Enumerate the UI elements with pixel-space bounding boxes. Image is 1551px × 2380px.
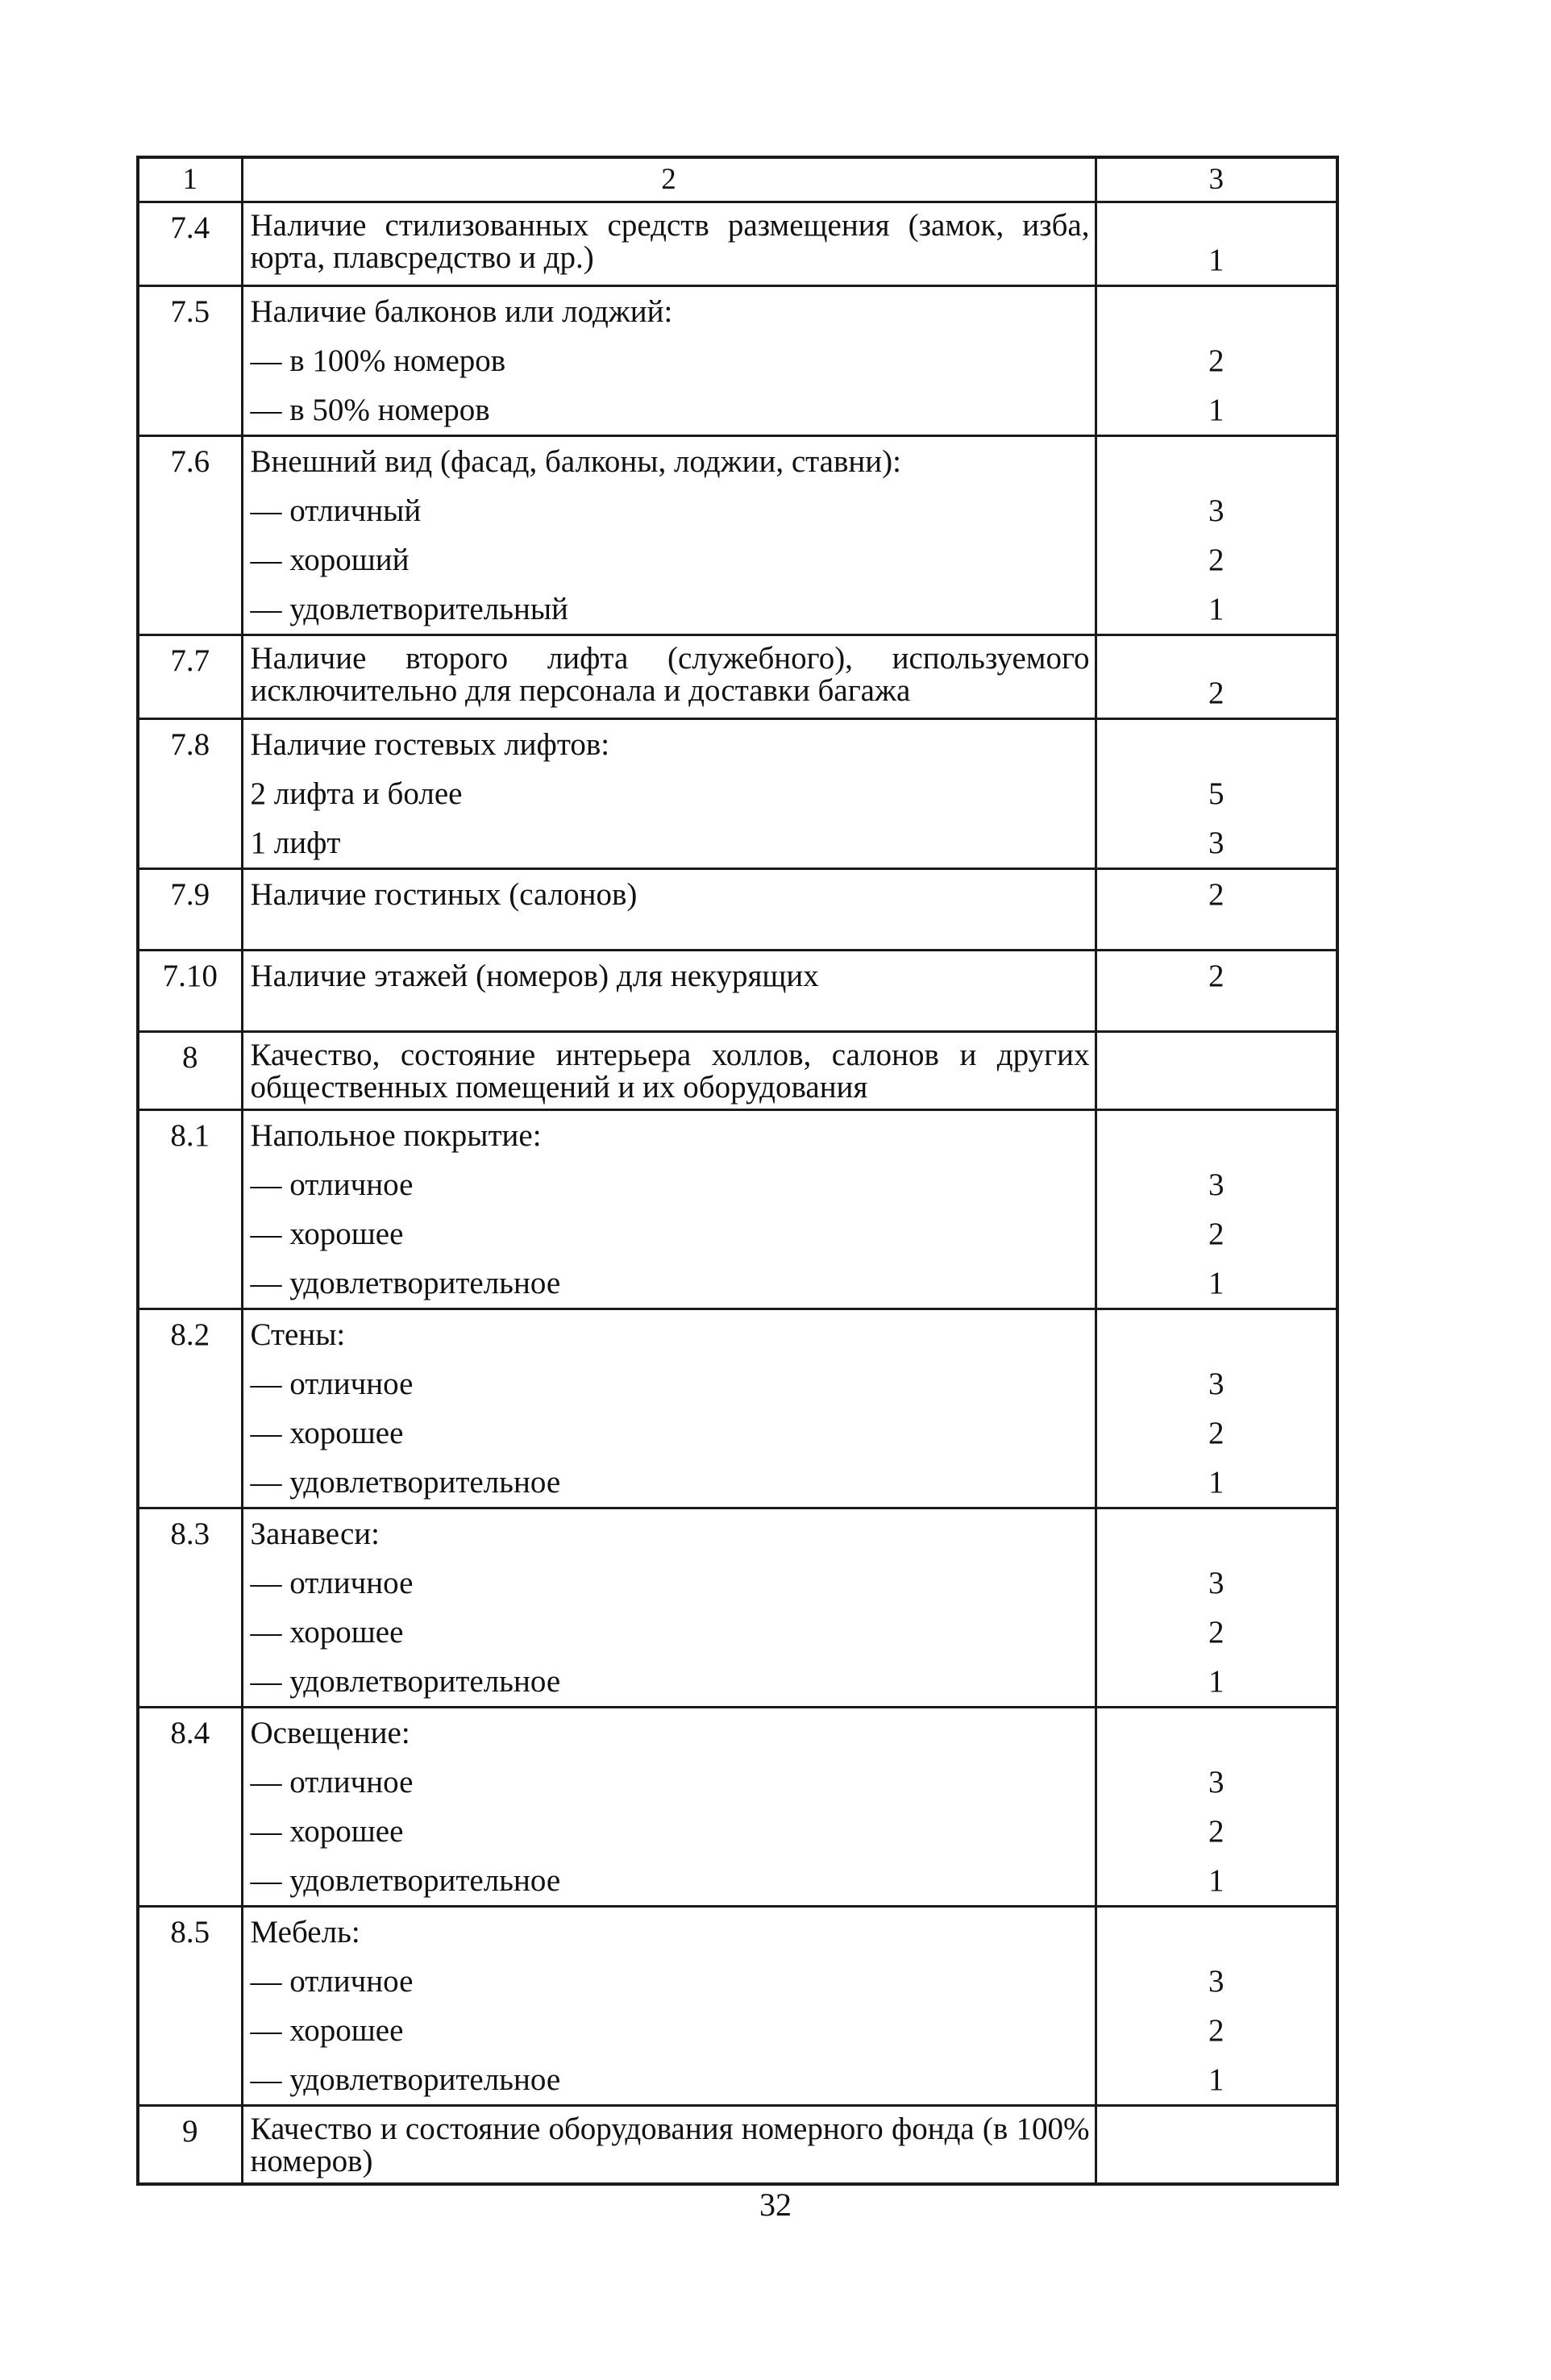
row-number: 9: [138, 2106, 242, 2185]
row-description: Качество, состояние интерьера холлов, салонов и других общественных помещений и их оборудования: [242, 1032, 1096, 1110]
table-row: [138, 719, 1337, 869]
row-description: Качество и состояние оборудования номерного фонда (в 100% номеров): [242, 2106, 1096, 2185]
row-description: Наличие гостиных (салонов): [242, 869, 1096, 951]
table-row: [138, 1708, 1337, 1907]
page-number: 32: [759, 2187, 792, 2223]
table-row: [138, 635, 1337, 719]
row-points: 3 2 1: [1096, 1110, 1337, 1309]
row-description: Мебель: — отличное — хорошее — удовлетворительное: [242, 1907, 1096, 2106]
table-header-row: [138, 157, 1337, 202]
row-description: Наличие стилизованных средств размещения (замок, изба, юрта, плавсредство и др.): [242, 202, 1096, 286]
row-points: 2: [1096, 869, 1337, 951]
table-row: [138, 869, 1337, 951]
row-description: Наличие балконов или лоджий: — в 100% номеров — в 50% номеров: [242, 286, 1096, 436]
table-row: [138, 202, 1337, 286]
row-points: 3 2 1: [1096, 436, 1337, 635]
row-description: Внешний вид (фасад, балконы, лоджии, ставни): — отличный — хороший — удовлетворительный: [242, 436, 1096, 635]
row-number: 8.3: [138, 1508, 242, 1708]
table-row: [138, 1309, 1337, 1508]
row-points: 3 2 1: [1096, 1508, 1337, 1708]
row-points: 1: [1096, 202, 1337, 286]
table-row: [138, 1907, 1337, 2106]
row-points: [1096, 1032, 1337, 1110]
row-number: 8.4: [138, 1708, 242, 1907]
header-col-3: 3: [1096, 157, 1337, 202]
row-number: 8.5: [138, 1907, 242, 2106]
row-points: 3 2 1: [1096, 1708, 1337, 1907]
row-number: 7.7: [138, 635, 242, 719]
row-number: 8: [138, 1032, 242, 1110]
table-row: [138, 2106, 1337, 2185]
table-row: [138, 1508, 1337, 1708]
table-row: [138, 1032, 1337, 1110]
row-number: 7.6: [138, 436, 242, 635]
row-points: 5 3: [1096, 719, 1337, 869]
row-points: [1096, 2106, 1337, 2185]
row-description: Наличие гостевых лифтов: 2 лифта и более 1 лифт: [242, 719, 1096, 869]
row-description: Наличие этажей (номеров) для некурящих: [242, 951, 1096, 1032]
row-description: Стены: — отличное — хорошее — удовлетворительное: [242, 1309, 1096, 1508]
row-number: 7.9: [138, 869, 242, 951]
row-description: Наличие второго лифта (служебного), используемого исключительно для персонала и доставки багажа: [242, 635, 1096, 719]
criteria-table: [136, 156, 1339, 2186]
row-number: 7.8: [138, 719, 242, 869]
row-number: 8.1: [138, 1110, 242, 1309]
row-number: 7.4: [138, 202, 242, 286]
row-points: 3 2 1: [1096, 1907, 1337, 2106]
row-points: 2: [1096, 635, 1337, 719]
header-col-1: 1: [138, 157, 242, 202]
row-description: Занавеси: — отличное — хорошее — удовлетворительное: [242, 1508, 1096, 1708]
row-number: 7.10: [138, 951, 242, 1032]
row-points: 3 2 1: [1096, 1309, 1337, 1508]
table-row: [138, 436, 1337, 635]
row-number: 8.2: [138, 1309, 242, 1508]
table-row: [138, 286, 1337, 436]
row-description: Освещение: — отличное — хорошее — удовлетворительное: [242, 1708, 1096, 1907]
row-points: 2 1: [1096, 286, 1337, 436]
table-row: [138, 951, 1337, 1032]
row-number: 7.5: [138, 286, 242, 436]
table-row: [138, 1110, 1337, 1309]
header-col-2: 2: [242, 157, 1096, 202]
row-points: 2: [1096, 951, 1337, 1032]
row-description: Напольное покрытие: — отличное — хорошее — удовлетворительное: [242, 1110, 1096, 1309]
